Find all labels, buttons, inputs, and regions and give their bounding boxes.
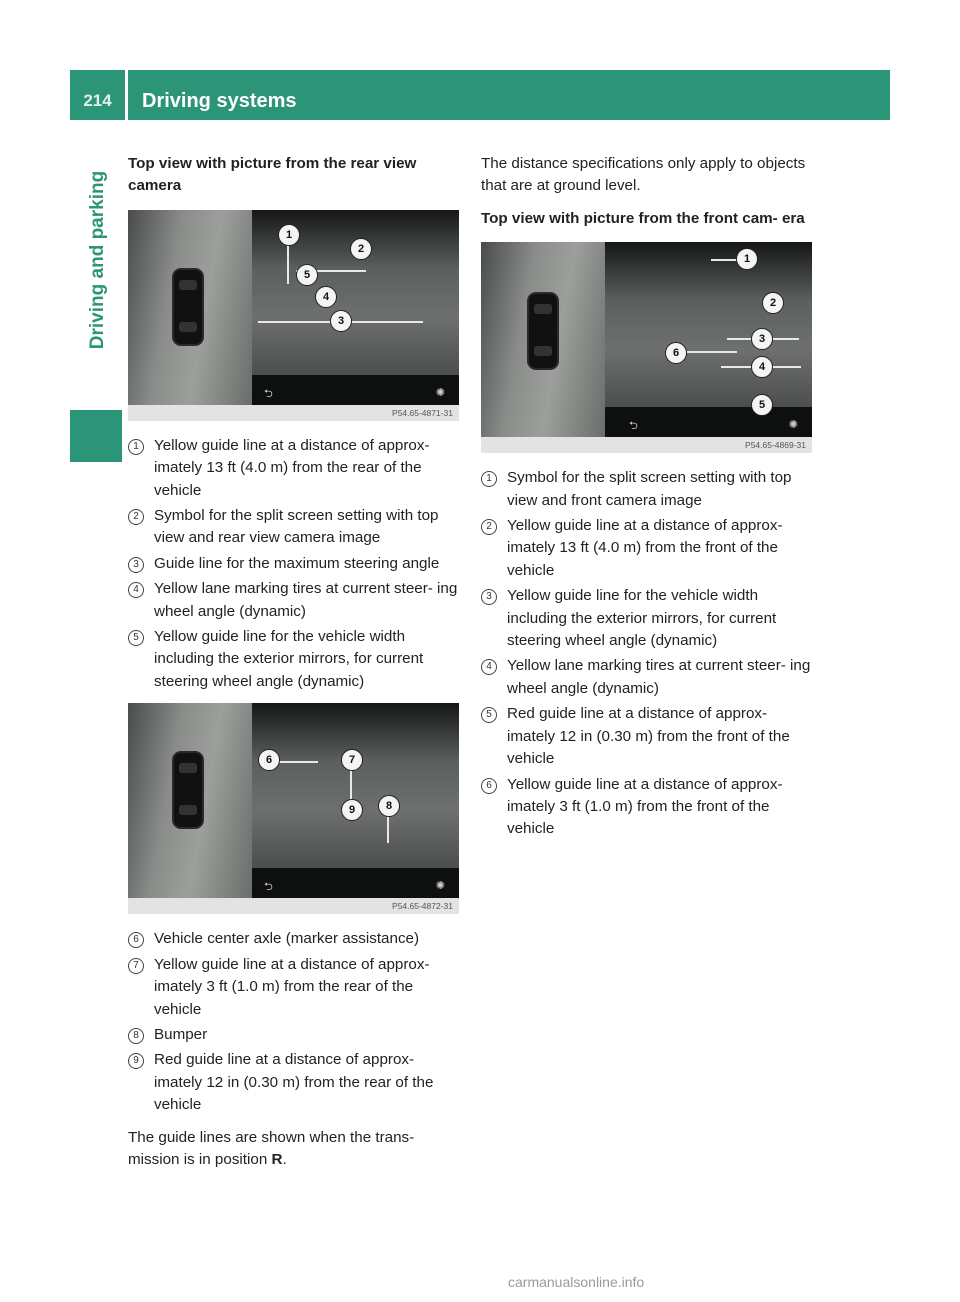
legend-item: 2 Yellow guide line at a distance of approx- imately 13 ft (4.0 m) from the front of the vehicle [481, 515, 813, 582]
callout-2: 2 [762, 292, 784, 314]
legend-item: 4 Yellow lane marking tires at current steer- ing wheel angle (dynamic) [481, 655, 813, 700]
front-camera-screen [481, 242, 812, 437]
settings-icon: ✺ [435, 880, 445, 893]
legend-item: 5 Yellow guide line for the vehicle width including the exterior mirrors, for current steering wheel angle (dynamic) [128, 626, 460, 693]
legend-item: 8 Bumper [128, 1024, 460, 1046]
screen-control-bar [252, 375, 459, 405]
settings-icon: ✺ [788, 419, 798, 432]
rear-camera-detail-screen [128, 703, 459, 898]
legend-item: 3 Guide line for the maximum steering angle [128, 553, 460, 575]
legend-item: 1 Symbol for the split screen setting with top view and front camera image [481, 467, 813, 512]
back-icon: ⮌ [264, 881, 273, 894]
callout-9: 9 [341, 799, 363, 821]
figure-reference: P54.65-4872-31 [128, 898, 459, 914]
rear-camera-figure [128, 210, 459, 421]
section-title: Driving systems [142, 90, 297, 112]
back-icon: ⮌ [264, 387, 273, 400]
callout-1: 1 [278, 224, 300, 246]
legend-item: 2 Symbol for the split screen setting with top view and rear view camera image [128, 505, 460, 550]
callout-4: 4 [751, 356, 773, 378]
screen-control-bar [252, 868, 459, 898]
chapter-marker [70, 410, 122, 462]
legend-item: 9 Red guide line at a distance of approx- imately 12 in (0.30 m) from the rear of the vehicle [128, 1049, 460, 1116]
figure-reference: P54.65-4869-31 [481, 437, 812, 453]
header-divider [125, 70, 128, 120]
callout-6: 6 [258, 749, 280, 771]
guide-line [287, 242, 289, 284]
callout-3: 3 [330, 310, 352, 332]
callout-2: 2 [350, 238, 372, 260]
rear-camera-heading: Top view with picture from the rear view camera [128, 155, 417, 195]
guide-line [278, 761, 318, 763]
vehicle-top-view [527, 292, 559, 370]
top-view-panel [481, 242, 605, 437]
front-camera-heading: Top view with picture from the front cam- era [481, 209, 805, 227]
callout-1: 1 [736, 248, 758, 270]
ground-level-note: The distance specifications only apply to objects that are at ground level. [481, 155, 806, 195]
legend-item: 3 Yellow guide line for the vehicle width including the exterior mirrors, for current steering wheel angle (dynamic) [481, 585, 813, 652]
callout-5: 5 [751, 394, 773, 416]
callout-5: 5 [296, 264, 318, 286]
settings-icon: ✺ [435, 386, 445, 399]
transmission-note: The guide lines are shown when the trans- mission is in position R. [128, 1128, 415, 1168]
rear-camera-legend-1 [128, 435, 460, 693]
figure-reference: P54.65-4871-31 [128, 405, 459, 421]
legend-item: 6 Yellow guide line at a distance of approx- imately 3 ft (1.0 m) from the front of the vehicle [481, 774, 813, 841]
callout-4: 4 [315, 286, 337, 308]
vehicle-top-view [172, 751, 204, 829]
chapter-side-label: Driving and parking [87, 170, 108, 350]
back-icon: ⮌ [629, 420, 638, 433]
rear-camera-screen [128, 210, 459, 405]
screen-control-bar [605, 407, 812, 437]
top-view-panel [128, 210, 252, 405]
top-view-panel [128, 703, 252, 898]
left-column [128, 153, 460, 1181]
legend-item: 6 Vehicle center axle (marker assistance) [128, 928, 460, 950]
legend-item: 1 Yellow guide line at a distance of approx- imately 13 ft (4.0 m) from the rear of the vehicle [128, 435, 460, 502]
callout-6: 6 [665, 342, 687, 364]
vehicle-top-view [172, 268, 204, 346]
callout-7: 7 [341, 749, 363, 771]
front-camera-figure [481, 242, 812, 453]
callout-3: 3 [751, 328, 773, 350]
watermark: carmanualsonline.info [508, 1274, 645, 1290]
rear-camera-legend-2 [128, 928, 460, 1116]
right-column [481, 153, 813, 851]
callout-8: 8 [378, 795, 400, 817]
guide-line [687, 351, 737, 353]
legend-item: 7 Yellow guide line at a distance of approx- imately 3 ft (1.0 m) from the rear of the vehicle [128, 954, 460, 1021]
front-camera-legend [481, 467, 813, 841]
legend-item: 5 Red guide line at a distance of approx- imately 12 in (0.30 m) from the front of the vehicle [481, 703, 813, 770]
legend-item: 4 Yellow lane marking tires at current steer- ing wheel angle (dynamic) [128, 578, 460, 623]
rear-camera-detail-figure [128, 703, 459, 914]
page-number: 214 [83, 91, 112, 110]
